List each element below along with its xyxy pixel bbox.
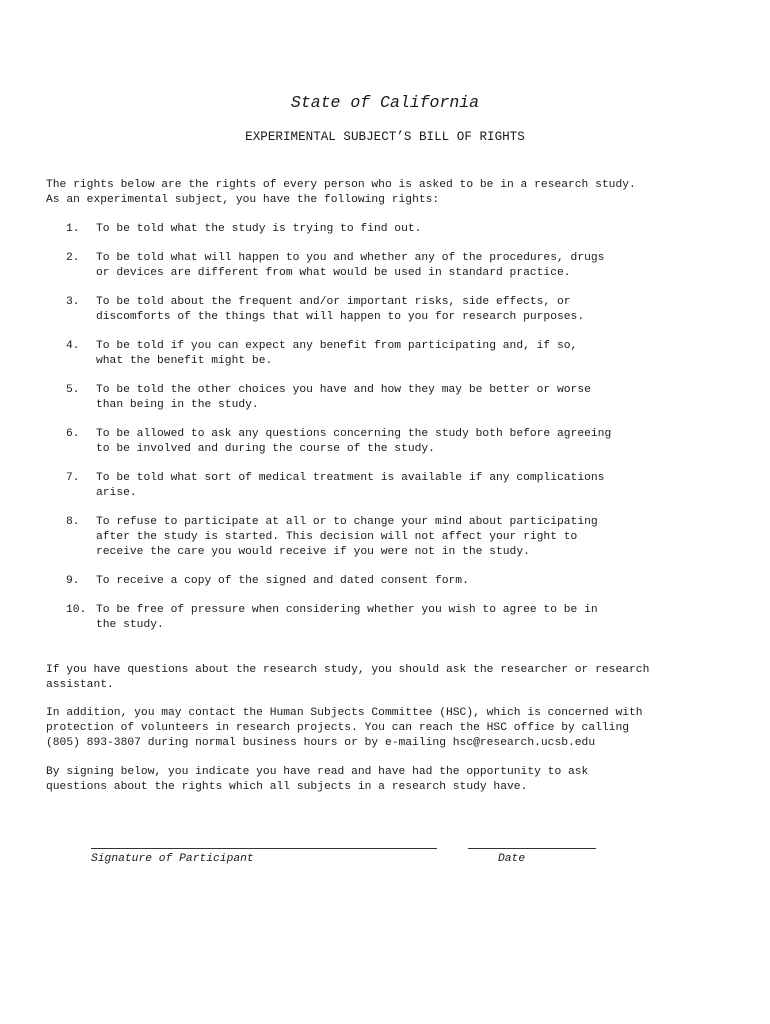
right-item-number: 3. <box>66 296 80 308</box>
right-item <box>66 471 611 501</box>
right-item-number: 1. <box>66 223 80 235</box>
right-item-text: To be told if you can expect any benefit from participating and, if so, what the benefit might be. <box>96 340 578 367</box>
right-item-number: 7. <box>66 472 80 484</box>
right-item <box>66 251 611 281</box>
right-item-text: To be free of pressure when considering whether you wish to agree to be in the study. <box>96 604 598 631</box>
rights-list <box>66 222 611 647</box>
right-item <box>66 383 611 413</box>
right-item-text: To be told what the study is trying to find out. <box>96 223 422 235</box>
right-item <box>66 222 611 237</box>
right-item <box>66 427 611 457</box>
right-item-number: 9. <box>66 575 80 587</box>
right-item-number: 6. <box>66 428 80 440</box>
right-item-text: To be told the other choices you have and how they may be better or worse than being in the study. <box>96 384 591 411</box>
right-item-number: 2. <box>66 252 80 264</box>
questions-paragraph: If you have questions about the research study, you should ask the researcher or research assistant. <box>46 664 650 691</box>
contact-paragraph: In addition, you may contact the Human Subjects Committee (HSC), which is concerned with protection of volunteers in research projects. You can reach the HSC office by calling (805) 893-3807 during normal business hours or by e-mailing hsc@research.ucsb.edu <box>46 707 643 749</box>
right-item <box>66 515 611 560</box>
participant-signature-label: Signature of Participant <box>91 853 254 865</box>
right-item <box>66 574 611 589</box>
participant-signature-line[interactable] <box>91 848 437 849</box>
right-item-text: To refuse to participate at all or to change your mind about participating after the study is started. This decision will not affect your right to receive the care you would receive if you were not in the study. <box>96 516 598 558</box>
right-item-text: To be allowed to ask any questions concerning the study both before agreeing to be involved and during the course of the study. <box>96 428 612 455</box>
right-item-number: 4. <box>66 340 80 352</box>
right-item-text: To receive a copy of the signed and dated consent form. <box>96 575 469 587</box>
signing-paragraph: By signing below, you indicate you have read and have had the opportunity to ask questions about the rights which all subjects in a research study have. <box>46 766 589 793</box>
right-item-number: 8. <box>66 516 80 528</box>
intro-paragraph: The rights below are the rights of every person who is asked to be in a research study. As an experimental subject, you have the following rights: <box>46 179 636 206</box>
page-title: State of California <box>290 93 480 112</box>
right-item-text: To be told what will happen to you and whether any of the procedures, drugs or devices are different from what would be used in standard practice. <box>96 252 605 279</box>
right-item-text: To be told about the frequent and/or important risks, side effects, or discomforts of the things that will happen to you for research purposes. <box>96 296 585 323</box>
right-item <box>66 603 611 633</box>
date-label: Date <box>498 853 526 865</box>
document-heading: EXPERIMENTAL SUBJECT’S BILL OF RIGHTS <box>245 130 525 144</box>
date-signature-line[interactable] <box>468 848 596 849</box>
right-item-text: To be told what sort of medical treatment is available if any complications arise. <box>96 472 605 499</box>
right-item-number: 5. <box>66 384 80 396</box>
right-item <box>66 295 611 325</box>
right-item-number: 10. <box>66 604 87 616</box>
right-item <box>66 339 611 369</box>
